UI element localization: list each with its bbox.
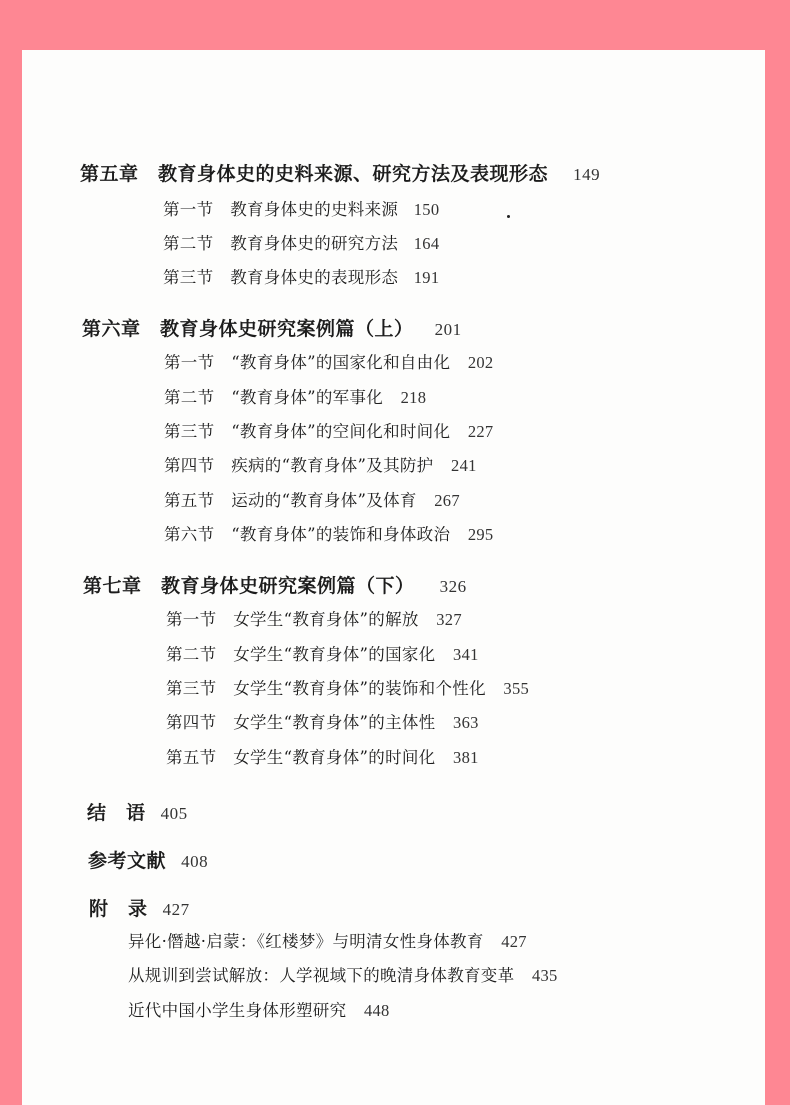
section-label: 第二节 女学生“教育身体”的国家化	[166, 645, 436, 664]
toc-appendix-item[interactable]	[128, 968, 558, 985]
toc-chapter-5[interactable]	[80, 165, 600, 184]
section-label: 第三节 教育身体史的表现形态	[163, 268, 399, 287]
conclusion-page: 405	[160, 804, 188, 823]
section-page: 341	[453, 645, 479, 664]
section-page: 355	[503, 679, 530, 698]
references-title: 参考文献	[88, 850, 167, 872]
section-label: 第一节 “教育身体”的国家化和自由化	[164, 353, 451, 372]
section-page: 191	[413, 268, 440, 287]
section-page: 327	[436, 610, 462, 629]
section-page: 218	[400, 388, 427, 407]
appendix-item-page: 435	[531, 966, 558, 985]
toc-section[interactable]	[163, 236, 439, 253]
appendix-item-page: 448	[363, 1001, 390, 1020]
section-label: 第四节 疾病的“教育身体”及其防护	[164, 456, 434, 475]
section-label: 第五节 女学生“教育身体”的时间化	[166, 748, 436, 767]
chapter-title: 第七章 教育身体史研究案例篇（下）	[83, 575, 415, 597]
appendix-item-label: 异化·僭越·启蒙：《红楼梦》与明清女性身体教育	[128, 932, 484, 951]
appendix-title: 附 录	[89, 898, 148, 920]
toc-section[interactable]	[164, 390, 426, 407]
section-label: 第五节 运动的“教育身体”及体育	[164, 491, 417, 510]
toc-appendix-item[interactable]	[128, 934, 527, 951]
toc-section[interactable]	[163, 202, 439, 219]
section-page: 363	[453, 713, 479, 732]
section-page: 227	[467, 422, 494, 441]
chapter-page: 201	[434, 320, 462, 339]
section-label: 第一节 教育身体史的史料来源	[163, 200, 399, 219]
appendix-item-label: 近代中国小学生身体形塑研究	[128, 1001, 347, 1020]
toc-section[interactable]	[164, 527, 493, 544]
toc-section[interactable]	[164, 424, 493, 441]
section-label: 第三节 女学生“教育身体”的装饰和个性化	[166, 679, 486, 698]
section-label: 第二节 “教育身体”的军事化	[164, 388, 384, 407]
ink-speck	[507, 215, 510, 218]
toc-section[interactable]	[166, 715, 479, 732]
toc-section[interactable]	[164, 355, 493, 372]
section-page: 267	[434, 491, 460, 510]
chapter-title: 第六章 教育身体史研究案例篇（上）	[82, 318, 414, 340]
references-page: 408	[181, 852, 209, 871]
section-label: 第六节 “教育身体”的装饰和身体政治	[164, 525, 451, 544]
section-page: 150	[413, 200, 440, 219]
appendix-page: 427	[162, 900, 190, 919]
toc-section[interactable]	[164, 458, 477, 475]
section-label: 第三节 “教育身体”的空间化和时间化	[164, 422, 451, 441]
toc-section[interactable]	[164, 493, 460, 510]
section-page: 381	[453, 748, 479, 767]
section-page: 202	[467, 353, 494, 372]
conclusion-title: 结 语	[87, 802, 146, 824]
appendix-item-label: 从规训到尝试解放：人学视域下的晚清身体教育变革	[128, 966, 515, 985]
section-label: 第二节 教育身体史的研究方法	[163, 234, 399, 253]
chapter-page: 149	[573, 165, 601, 184]
toc-references[interactable]	[88, 852, 208, 871]
toc-appendix[interactable]	[89, 900, 190, 919]
section-page: 164	[413, 234, 440, 253]
toc-chapter-7[interactable]	[83, 577, 467, 596]
section-label: 第四节 女学生“教育身体”的主体性	[166, 713, 436, 732]
section-label: 第一节 女学生“教育身体”的解放	[166, 610, 419, 629]
section-page: 241	[451, 456, 477, 475]
toc-section[interactable]	[166, 681, 529, 698]
section-page: 295	[467, 525, 494, 544]
toc-section[interactable]	[163, 270, 439, 287]
appendix-item-page: 427	[501, 932, 527, 951]
toc-section[interactable]	[166, 612, 462, 629]
toc-section[interactable]	[166, 647, 479, 664]
toc-conclusion[interactable]	[87, 804, 188, 823]
toc-chapter-6[interactable]	[82, 320, 462, 339]
chapter-title: 第五章 教育身体史的史料来源、研究方法及表现形态	[80, 163, 549, 185]
toc-section[interactable]	[166, 750, 479, 767]
toc-appendix-item[interactable]	[128, 1003, 390, 1020]
book-page	[22, 50, 765, 1105]
chapter-page: 326	[439, 577, 467, 596]
